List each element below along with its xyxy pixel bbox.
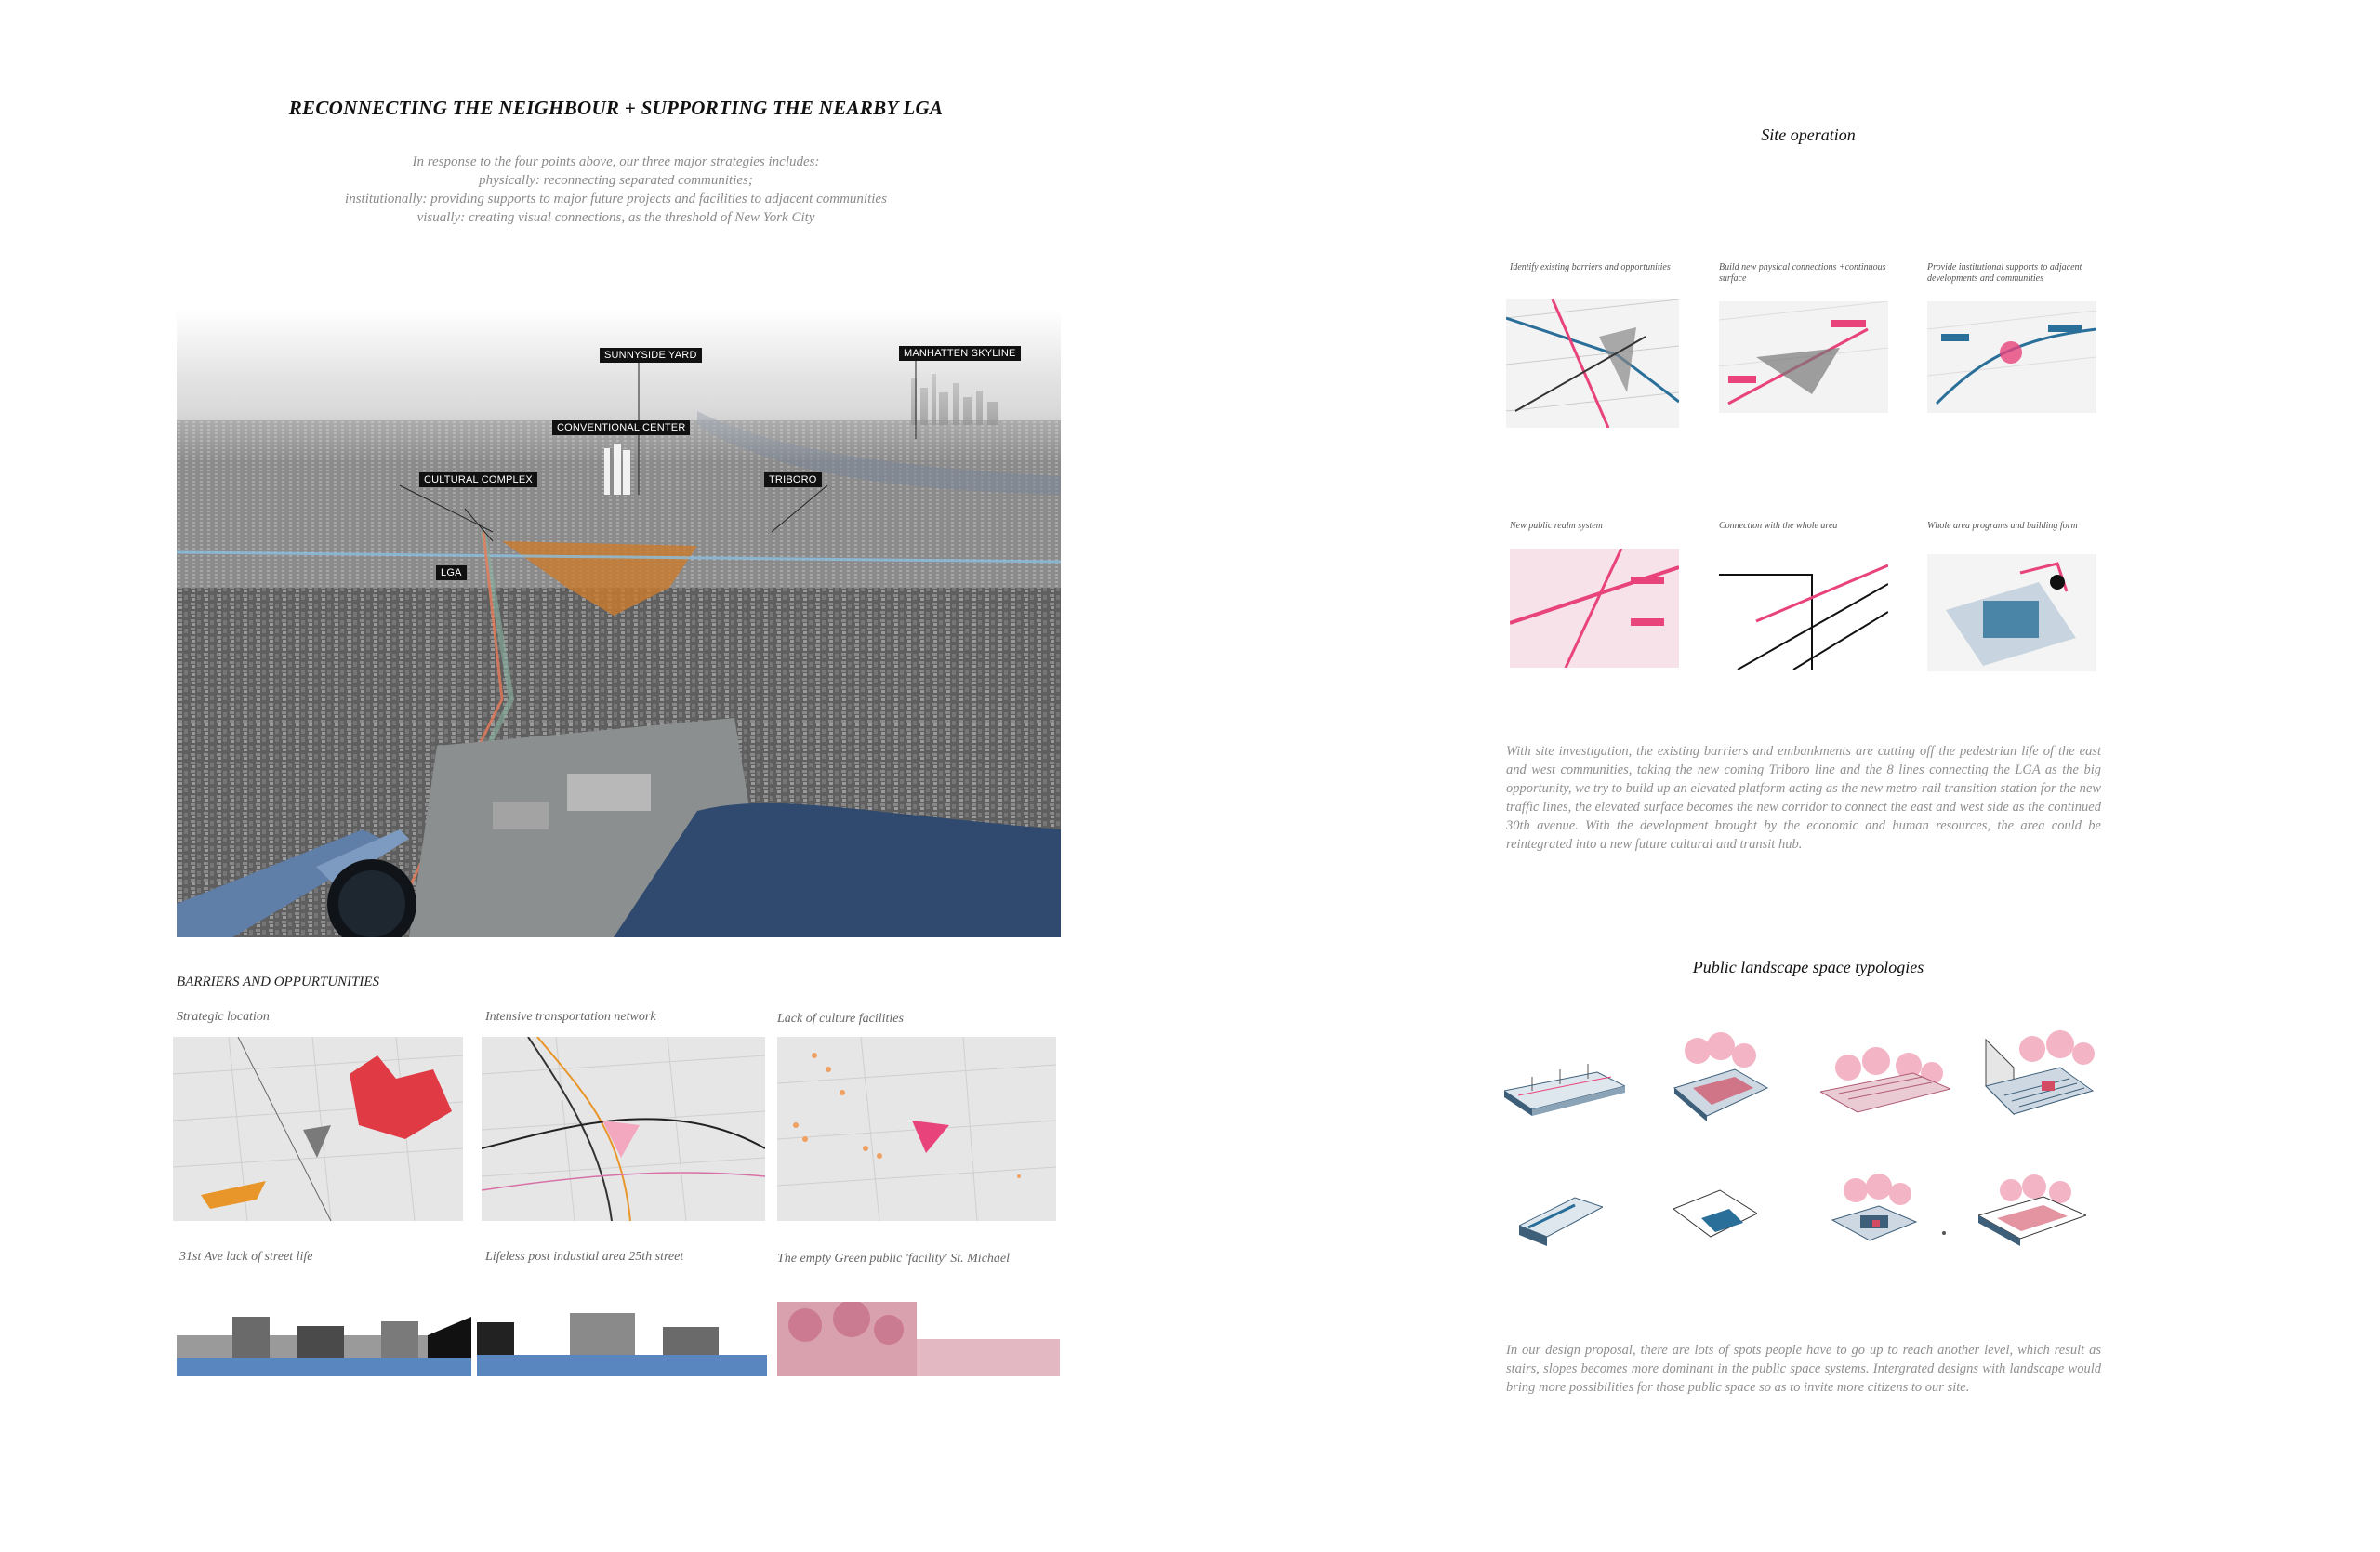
label-manhatten-skyline: MANHATTEN SKYLINE: [899, 346, 1021, 361]
typology-dot: [1941, 1224, 1947, 1229]
typology-graphic: [1941, 1230, 1947, 1236]
photo-31st-ave: [177, 1298, 471, 1376]
site-operation-title: Site operation: [1761, 126, 1856, 144]
typology-graphic: [1820, 1047, 1950, 1121]
diagram-connections: [1719, 301, 1888, 413]
label-cultural-complex: CULTURAL COMPLEX: [419, 472, 537, 487]
typology-garden-court: [1978, 1174, 2086, 1248]
photo-25th-street: [477, 1304, 767, 1376]
typology-graphic: [1670, 1032, 1772, 1125]
intro-line: visually: creating visual connections, as the threshold of New York City: [416, 210, 815, 225]
intro-line: physically: reconnecting separated communities;: [479, 173, 753, 188]
map-graphic: [482, 1037, 765, 1221]
site-operation-paragraph: With site investigation, the existing barriers and embankments are cutting off the pedestrian life of the east and west communities, taking the new coming Triboro line and the 8 lines connecting the LGA as the big opportunity, we try to build up an elevated platform acting as the new metro-rail transition station for the new traffic lines, the elevated surface becomes the new corridor to connect the east and west side as the continued 30th avenue. With the development brought by the economic and human resources, the area could be reintegrated into a new future cultural and transit hub.: [1506, 744, 2101, 852]
map-transportation-network: [482, 1037, 765, 1221]
diagram-graphic: [1506, 299, 1679, 428]
label-lga: LGA: [436, 565, 467, 580]
typology-graphic: [1519, 1188, 1603, 1246]
diagram-barriers: [1506, 299, 1679, 428]
diagram-graphic: [1510, 549, 1679, 668]
typology-graphic: [1978, 1174, 2086, 1248]
typology-canopy-walk: [1820, 1047, 1950, 1121]
diagram-graphic: [1927, 301, 2096, 413]
typology-platform: [1504, 1049, 1625, 1123]
diagram-caption: Identify existing barriers and opportunities: [1510, 262, 1671, 272]
barriers-heading: BARRIERS AND OPPURTUNITIES: [177, 975, 380, 989]
photo-graphic: [477, 1304, 767, 1376]
label-conventional-center: CONVENTIONAL CENTER: [552, 420, 690, 435]
diagram-caption: New public realm system: [1510, 521, 1603, 531]
diagram-whole-area-connection: [1719, 556, 1888, 670]
photo-graphic: [177, 1298, 471, 1376]
photo-st-michael: [777, 1302, 1060, 1376]
diagram-graphic: [1927, 554, 2096, 671]
diagram-graphic: [1719, 301, 1888, 413]
diagram-caption: Build new physical connections +continuous surface: [1719, 262, 1886, 284]
diagram-caption: Connection with the whole area: [1719, 521, 1838, 531]
typology-graphic: [1673, 1181, 1757, 1246]
typology-graphic: [1504, 1049, 1625, 1123]
map-graphic: [173, 1037, 463, 1221]
label-triboro: TRIBORO: [764, 472, 822, 487]
typologies-title: Public landscape space typologies: [1692, 958, 1924, 976]
photo-graphic: [777, 1302, 1060, 1376]
diagram-caption: Whole area programs and building form: [1927, 521, 2078, 531]
typology-graphic: [1828, 1174, 1921, 1248]
map-caption: Intensive transportation network: [485, 1010, 656, 1024]
label-sunnyside-yard: SUNNYSIDE YARD: [600, 348, 702, 363]
diagram-institutional: [1927, 301, 2096, 413]
aerial-illustration: [177, 309, 1061, 937]
typology-tree-pavilion: [1828, 1174, 1921, 1248]
aerial-image: [177, 309, 1061, 937]
typology-graphic: [1977, 1030, 2097, 1123]
page-title: RECONNECTING THE NEIGHBOUR + SUPPORTING THE NEARBY LGA: [288, 97, 944, 119]
intro-text: [186, 153, 1046, 227]
photo-caption: 31st Ave lack of street life: [179, 1250, 313, 1264]
typology-ramp: [1519, 1188, 1603, 1246]
map-caption: Strategic location: [177, 1010, 270, 1024]
typology-stair-plaza: [1977, 1030, 2097, 1123]
intro-line: In response to the four points above, our three major strategies includes:: [412, 154, 820, 169]
map-caption: Lack of culture facilities: [777, 1012, 904, 1026]
intro-line: institutionally: providing supports to major future projects and facilities to adjacent communities: [345, 192, 887, 206]
map-culture-facilities: [777, 1037, 1056, 1221]
diagram-programs-building-form: [1927, 554, 2096, 671]
map-graphic: [777, 1037, 1056, 1221]
diagram-graphic: [1719, 556, 1888, 670]
typologies-paragraph: In our design proposal, there are lots of spots people have to go up to reach another level, which result as stairs, slopes becomes more dominant in the public space systems. Intergrated designs with landscape would bring more possibilities for those public space so as to invite more citizens to our site.: [1506, 1343, 2101, 1395]
map-strategic-location: [173, 1037, 463, 1221]
diagram-caption: Provide institutional supports to adjacent developments and communities: [1927, 262, 2082, 284]
diagram-public-realm: [1510, 549, 1679, 668]
photo-caption: The empty Green public 'facility' St. Michael: [777, 1252, 1011, 1266]
typology-terrace-trees: [1670, 1032, 1772, 1125]
photo-caption: Lifeless post industial area 25th street: [485, 1250, 684, 1264]
typology-folded-surface: [1673, 1181, 1757, 1246]
